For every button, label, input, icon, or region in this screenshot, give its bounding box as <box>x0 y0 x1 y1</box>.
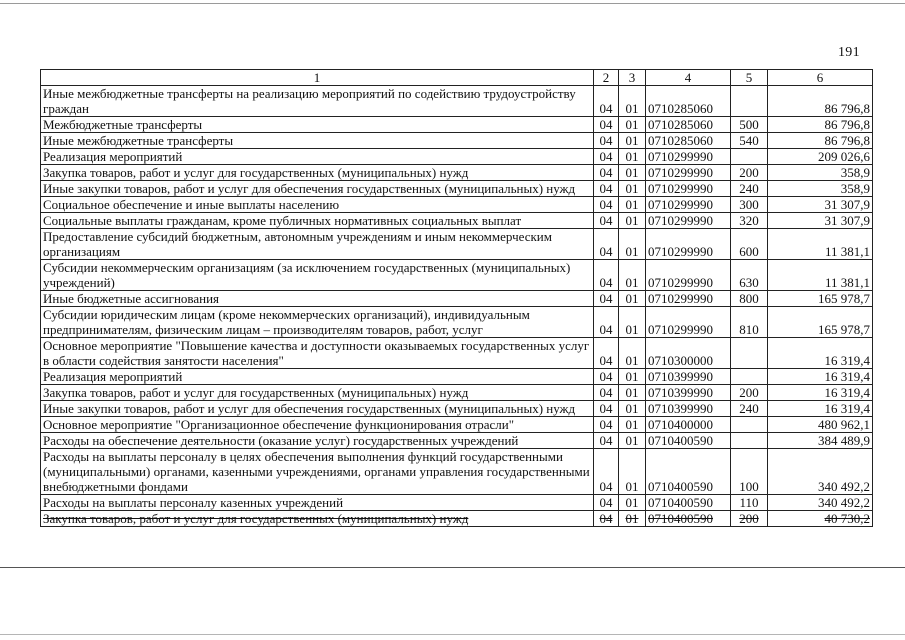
cell-target-code: 0710299990 <box>646 260 731 291</box>
cell-subsection: 01 <box>619 385 646 401</box>
table-row <box>41 495 873 511</box>
cell-target-code: 0710299990 <box>646 307 731 338</box>
cell-expense-type: 100 <box>731 449 768 495</box>
cell-amount: 358,9 <box>768 181 873 197</box>
cell-subsection: 01 <box>619 260 646 291</box>
cell-expense-type: 800 <box>731 291 768 307</box>
cell-subsection: 01 <box>619 291 646 307</box>
cell-amount: 16 319,4 <box>768 369 873 385</box>
header-col-4: 4 <box>646 70 731 86</box>
table-row <box>41 385 873 401</box>
budget-table <box>40 69 873 527</box>
table-row <box>41 449 873 495</box>
cell-target-code: 0710299990 <box>646 213 731 229</box>
cell-amount: 11 381,1 <box>768 229 873 260</box>
cell-amount: 40 730,2 <box>768 511 873 527</box>
cell-name: Закупка товаров, работ и услуг для государственных (муниципальных) нужд <box>41 385 594 401</box>
cell-target-code: 0710400590 <box>646 433 731 449</box>
header-col-3: 3 <box>619 70 646 86</box>
cell-expense-type: 320 <box>731 213 768 229</box>
cell-target-code: 0710399990 <box>646 369 731 385</box>
cell-name: Межбюджетные трансферты <box>41 117 594 133</box>
cell-expense-type: 500 <box>731 117 768 133</box>
cell-name: Предоставление субсидий бюджетным, автономным учреждениям и иным некоммерческим организациям <box>41 229 594 260</box>
cell-amount: 165 978,7 <box>768 307 873 338</box>
cell-section: 04 <box>594 213 619 229</box>
cell-subsection: 01 <box>619 417 646 433</box>
cell-amount: 11 381,1 <box>768 260 873 291</box>
cell-target-code: 0710399990 <box>646 385 731 401</box>
cell-target-code: 0710400590 <box>646 495 731 511</box>
table-row <box>41 149 873 165</box>
cell-subsection: 01 <box>619 117 646 133</box>
cell-section: 04 <box>594 369 619 385</box>
cell-target-code: 0710400590 <box>646 449 731 495</box>
cell-name: Реализация мероприятий <box>41 149 594 165</box>
cell-amount: 480 962,1 <box>768 417 873 433</box>
cell-subsection: 01 <box>619 433 646 449</box>
cell-section: 04 <box>594 417 619 433</box>
cell-name: Расходы на выплаты персоналу в целях обеспечения выполнения функций государственными (муниципальными) органами, казенными учреждениями, органами управления государственными внебюджетными фондами <box>41 449 594 495</box>
table-row <box>41 401 873 417</box>
cell-name: Иные закупки товаров, работ и услуг для обеспечения государственных (муниципальных) нужд <box>41 181 594 197</box>
cell-section: 04 <box>594 291 619 307</box>
cell-amount: 16 319,4 <box>768 338 873 369</box>
header-col-6: 6 <box>768 70 873 86</box>
table-row <box>41 133 873 149</box>
cell-section: 04 <box>594 495 619 511</box>
cell-subsection: 01 <box>619 401 646 417</box>
cell-target-code: 0710400590 <box>646 511 731 527</box>
cell-expense-type: 200 <box>731 511 768 527</box>
cell-amount: 16 319,4 <box>768 401 873 417</box>
cell-name: Основное мероприятие "Повышение качества и доступности оказываемых государственных услуг в области содействия занятости населения" <box>41 338 594 369</box>
cell-subsection: 01 <box>619 495 646 511</box>
table-row <box>41 511 873 527</box>
cell-amount: 86 796,8 <box>768 117 873 133</box>
cell-amount: 384 489,9 <box>768 433 873 449</box>
table-header-row <box>41 70 873 86</box>
cell-name: Основное мероприятие "Организационное обеспечение функционирования отрасли" <box>41 417 594 433</box>
cell-subsection: 01 <box>619 369 646 385</box>
strikethrough-line <box>0 567 905 568</box>
table-row <box>41 213 873 229</box>
cell-subsection: 01 <box>619 197 646 213</box>
cell-target-code: 0710285060 <box>646 133 731 149</box>
cell-section: 04 <box>594 149 619 165</box>
cell-subsection: 01 <box>619 181 646 197</box>
header-col-5: 5 <box>731 70 768 86</box>
cell-name: Социальные выплаты гражданам, кроме публичных нормативных социальных выплат <box>41 213 594 229</box>
cell-section: 04 <box>594 338 619 369</box>
cell-name: Закупка товаров, работ и услуг для государственных (муниципальных) нужд <box>41 511 594 527</box>
cell-target-code: 0710299990 <box>646 149 731 165</box>
cell-section: 04 <box>594 117 619 133</box>
cell-expense-type: 200 <box>731 165 768 181</box>
cell-expense-type <box>731 433 768 449</box>
cell-subsection: 01 <box>619 511 646 527</box>
cell-amount: 31 307,9 <box>768 213 873 229</box>
cell-section: 04 <box>594 197 619 213</box>
cell-target-code: 0710299990 <box>646 165 731 181</box>
cell-subsection: 01 <box>619 229 646 260</box>
cell-section: 04 <box>594 181 619 197</box>
cell-section: 04 <box>594 86 619 117</box>
cell-expense-type: 540 <box>731 133 768 149</box>
cell-name: Реализация мероприятий <box>41 369 594 385</box>
cell-amount: 86 796,8 <box>768 133 873 149</box>
cell-amount: 340 492,2 <box>768 449 873 495</box>
cell-expense-type: 810 <box>731 307 768 338</box>
table-row <box>41 181 873 197</box>
table-row <box>41 165 873 181</box>
cell-name: Иные бюджетные ассигнования <box>41 291 594 307</box>
table-row <box>41 86 873 117</box>
cell-expense-type: 240 <box>731 181 768 197</box>
cell-subsection: 01 <box>619 338 646 369</box>
cell-subsection: 01 <box>619 213 646 229</box>
cell-section: 04 <box>594 260 619 291</box>
table-row <box>41 369 873 385</box>
cell-section: 04 <box>594 511 619 527</box>
table-row <box>41 260 873 291</box>
page-number: 191 <box>838 45 860 60</box>
cell-amount: 358,9 <box>768 165 873 181</box>
cell-section: 04 <box>594 385 619 401</box>
cell-name: Субсидии юридическим лицам (кроме некоммерческих организаций), индивидуальным предпринимателям, физическим лицам – производителям товаров, работ, услуг <box>41 307 594 338</box>
cell-name: Иные межбюджетные трансферты <box>41 133 594 149</box>
cell-section: 04 <box>594 307 619 338</box>
cell-target-code: 0710285060 <box>646 117 731 133</box>
bottom-rule <box>0 634 905 635</box>
cell-name: Иные закупки товаров, работ и услуг для обеспечения государственных (муниципальных) нужд <box>41 401 594 417</box>
cell-target-code: 0710299990 <box>646 197 731 213</box>
cell-name: Социальное обеспечение и иные выплаты населению <box>41 197 594 213</box>
cell-subsection: 01 <box>619 165 646 181</box>
header-col-2: 2 <box>594 70 619 86</box>
cell-amount: 31 307,9 <box>768 197 873 213</box>
cell-name: Расходы на обеспечение деятельности (оказание услуг) государственных учреждений <box>41 433 594 449</box>
cell-name: Расходы на выплаты персоналу казенных учреждений <box>41 495 594 511</box>
cell-subsection: 01 <box>619 449 646 495</box>
cell-section: 04 <box>594 133 619 149</box>
cell-target-code: 0710299990 <box>646 291 731 307</box>
cell-expense-type <box>731 149 768 165</box>
table-row <box>41 117 873 133</box>
cell-subsection: 01 <box>619 86 646 117</box>
header-col-1: 1 <box>41 70 594 86</box>
cell-expense-type: 600 <box>731 229 768 260</box>
cell-target-code: 0710300000 <box>646 338 731 369</box>
cell-amount: 209 026,6 <box>768 149 873 165</box>
cell-subsection: 01 <box>619 307 646 338</box>
cell-target-code: 0710299990 <box>646 229 731 260</box>
cell-section: 04 <box>594 449 619 495</box>
cell-expense-type: 240 <box>731 401 768 417</box>
table-row <box>41 417 873 433</box>
cell-target-code: 0710299990 <box>646 181 731 197</box>
cell-amount: 16 319,4 <box>768 385 873 401</box>
cell-amount: 165 978,7 <box>768 291 873 307</box>
cell-expense-type <box>731 86 768 117</box>
cell-amount: 86 796,8 <box>768 86 873 117</box>
cell-expense-type: 630 <box>731 260 768 291</box>
table-row <box>41 291 873 307</box>
cell-amount: 340 492,2 <box>768 495 873 511</box>
cell-name: Иные межбюджетные трансферты на реализацию мероприятий по содействию трудоустройству граждан <box>41 86 594 117</box>
cell-target-code: 0710399990 <box>646 401 731 417</box>
cell-name: Закупка товаров, работ и услуг для государственных (муниципальных) нужд <box>41 165 594 181</box>
cell-subsection: 01 <box>619 149 646 165</box>
cell-expense-type: 110 <box>731 495 768 511</box>
cell-subsection: 01 <box>619 133 646 149</box>
cell-expense-type <box>731 417 768 433</box>
cell-section: 04 <box>594 165 619 181</box>
table-row <box>41 229 873 260</box>
cell-section: 04 <box>594 401 619 417</box>
table-row <box>41 197 873 213</box>
cell-expense-type: 200 <box>731 385 768 401</box>
cell-target-code: 0710400000 <box>646 417 731 433</box>
cell-section: 04 <box>594 433 619 449</box>
top-rule <box>0 3 905 4</box>
table-row <box>41 338 873 369</box>
cell-expense-type: 300 <box>731 197 768 213</box>
table-row <box>41 433 873 449</box>
cell-section: 04 <box>594 229 619 260</box>
table-body <box>41 86 873 527</box>
cell-name: Субсидии некоммерческим организациям (за исключением государственных (муниципальных) учреждений) <box>41 260 594 291</box>
table-row <box>41 307 873 338</box>
cell-expense-type <box>731 369 768 385</box>
cell-target-code: 0710285060 <box>646 86 731 117</box>
cell-expense-type <box>731 338 768 369</box>
